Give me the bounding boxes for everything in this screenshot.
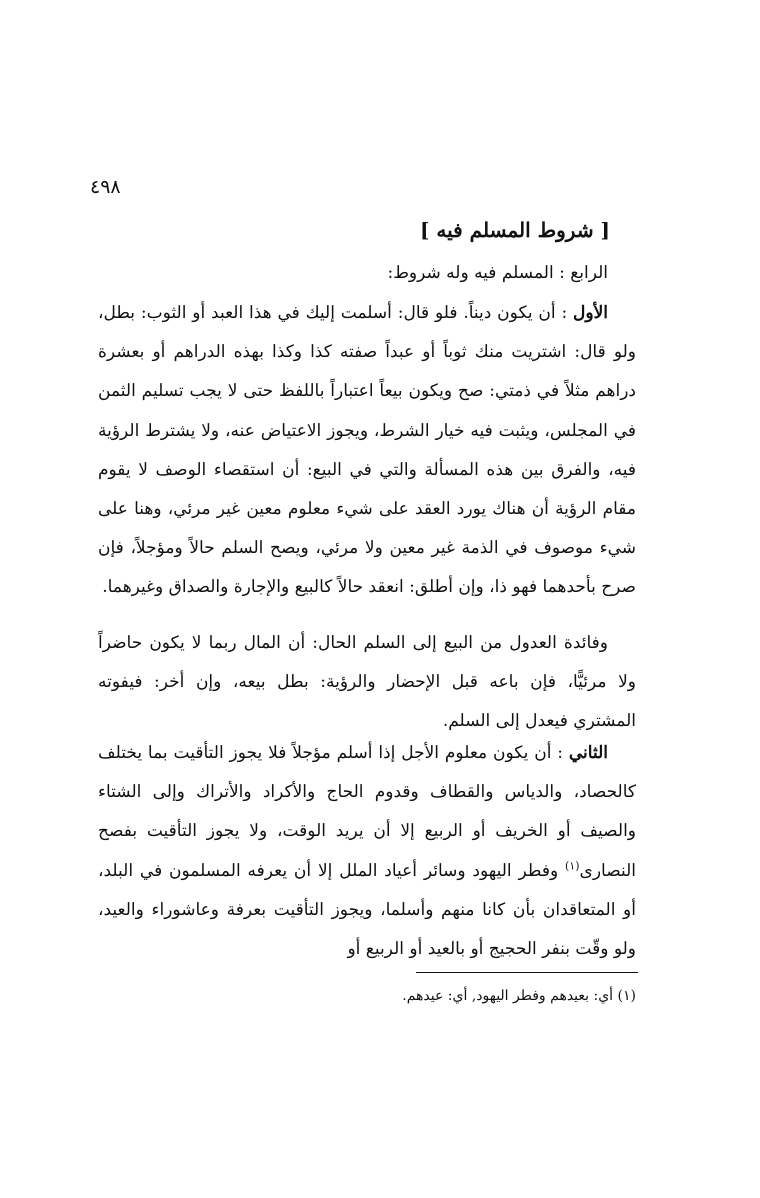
section-title: [ شروط المسلم فيه ]	[419, 218, 610, 242]
paragraph-text: : أن يكون معلوم الأجل إذا أسلم مؤجلاً فلا يجوز التأقيت بما يختلف كالحصاد، والدياس والقطاف وقدوم الحاج والأكراد والأتراك وإلى الشتاء والصيف أو الخريف أو الربيع إلا أن يريد الوقت، ولا يجوز التأقيت بفصح النصارى	[98, 743, 636, 881]
paragraph-text: : أن يكون ديناً. فلو قال: أسلمت إليك في هذا العبد أو الثوب: بطل، ولو قال: اشتريت منك ثوباً أو عبداً صفته كذا وكذا بهذه الدراهم أو بعشرة دراهم مثلاً في ذمتي: صح ويكون بيعاً اعتباراً باللفظ حتى لا يجب تسليم الثمن في المجلس، ويثبت فيه خيار الشرط، ويجوز الاعتياض عنه، ولا يشترط الرؤية فيه، والفرق بين هذه المسألة والتي في البيع: أن استقصاء الوصف لا يقوم مقام الرؤية أن هناك يورد العقد على شيء معلوم معين غير مرئي، وهنا على شيء موصوف في الذمة غير معين ولا مرئي، ويصح السلم حالاً ومؤجلاً، فإن صرح بأحدهما فهو ذا، وإن أطلق: انعقد حالاً كالبيع والإجارة والصداق وغيرهما.	[98, 303, 636, 598]
footnote-reference[interactable]: (١)	[565, 858, 580, 872]
footnote-divider	[416, 972, 638, 973]
paragraph-text-continued: وفطر اليهود وسائر أعياد الملل إلا أن يعرفه المسلمون في البلد، أو المتعاقدان بأن كانا منهم وأسلما، ويجوز التأقيت بعرفة وعاشوراء والعيد، ولو وقّت بنفر الحجيج أو بالعيد أو الربيع أو	[98, 860, 636, 960]
paragraph-lead-word: الأول	[573, 303, 608, 323]
footnote: (١) أي: بعيدهم وفطر اليهود, أي: عيدهم.	[402, 988, 636, 1004]
intro-paragraph: الرابع : المسلم فيه وله شروط:	[387, 263, 608, 283]
paragraph-benefit: وفائدة العدول من البيع إلى السلم الحال: أن المال ربما لا يكون حاضراً ولا مرئيًّا، فإن باعه قبل الإحضار والرؤية: بطل بيعه، وإن أخر: فيفوته المشتري فيعدل إلى السلم.	[98, 633, 636, 732]
paragraph-lead-word: الثاني	[568, 743, 608, 763]
paragraph-first-condition	[98, 294, 636, 608]
page-number: ٤٩٨	[90, 176, 121, 198]
paragraph-second-condition	[98, 734, 636, 969]
